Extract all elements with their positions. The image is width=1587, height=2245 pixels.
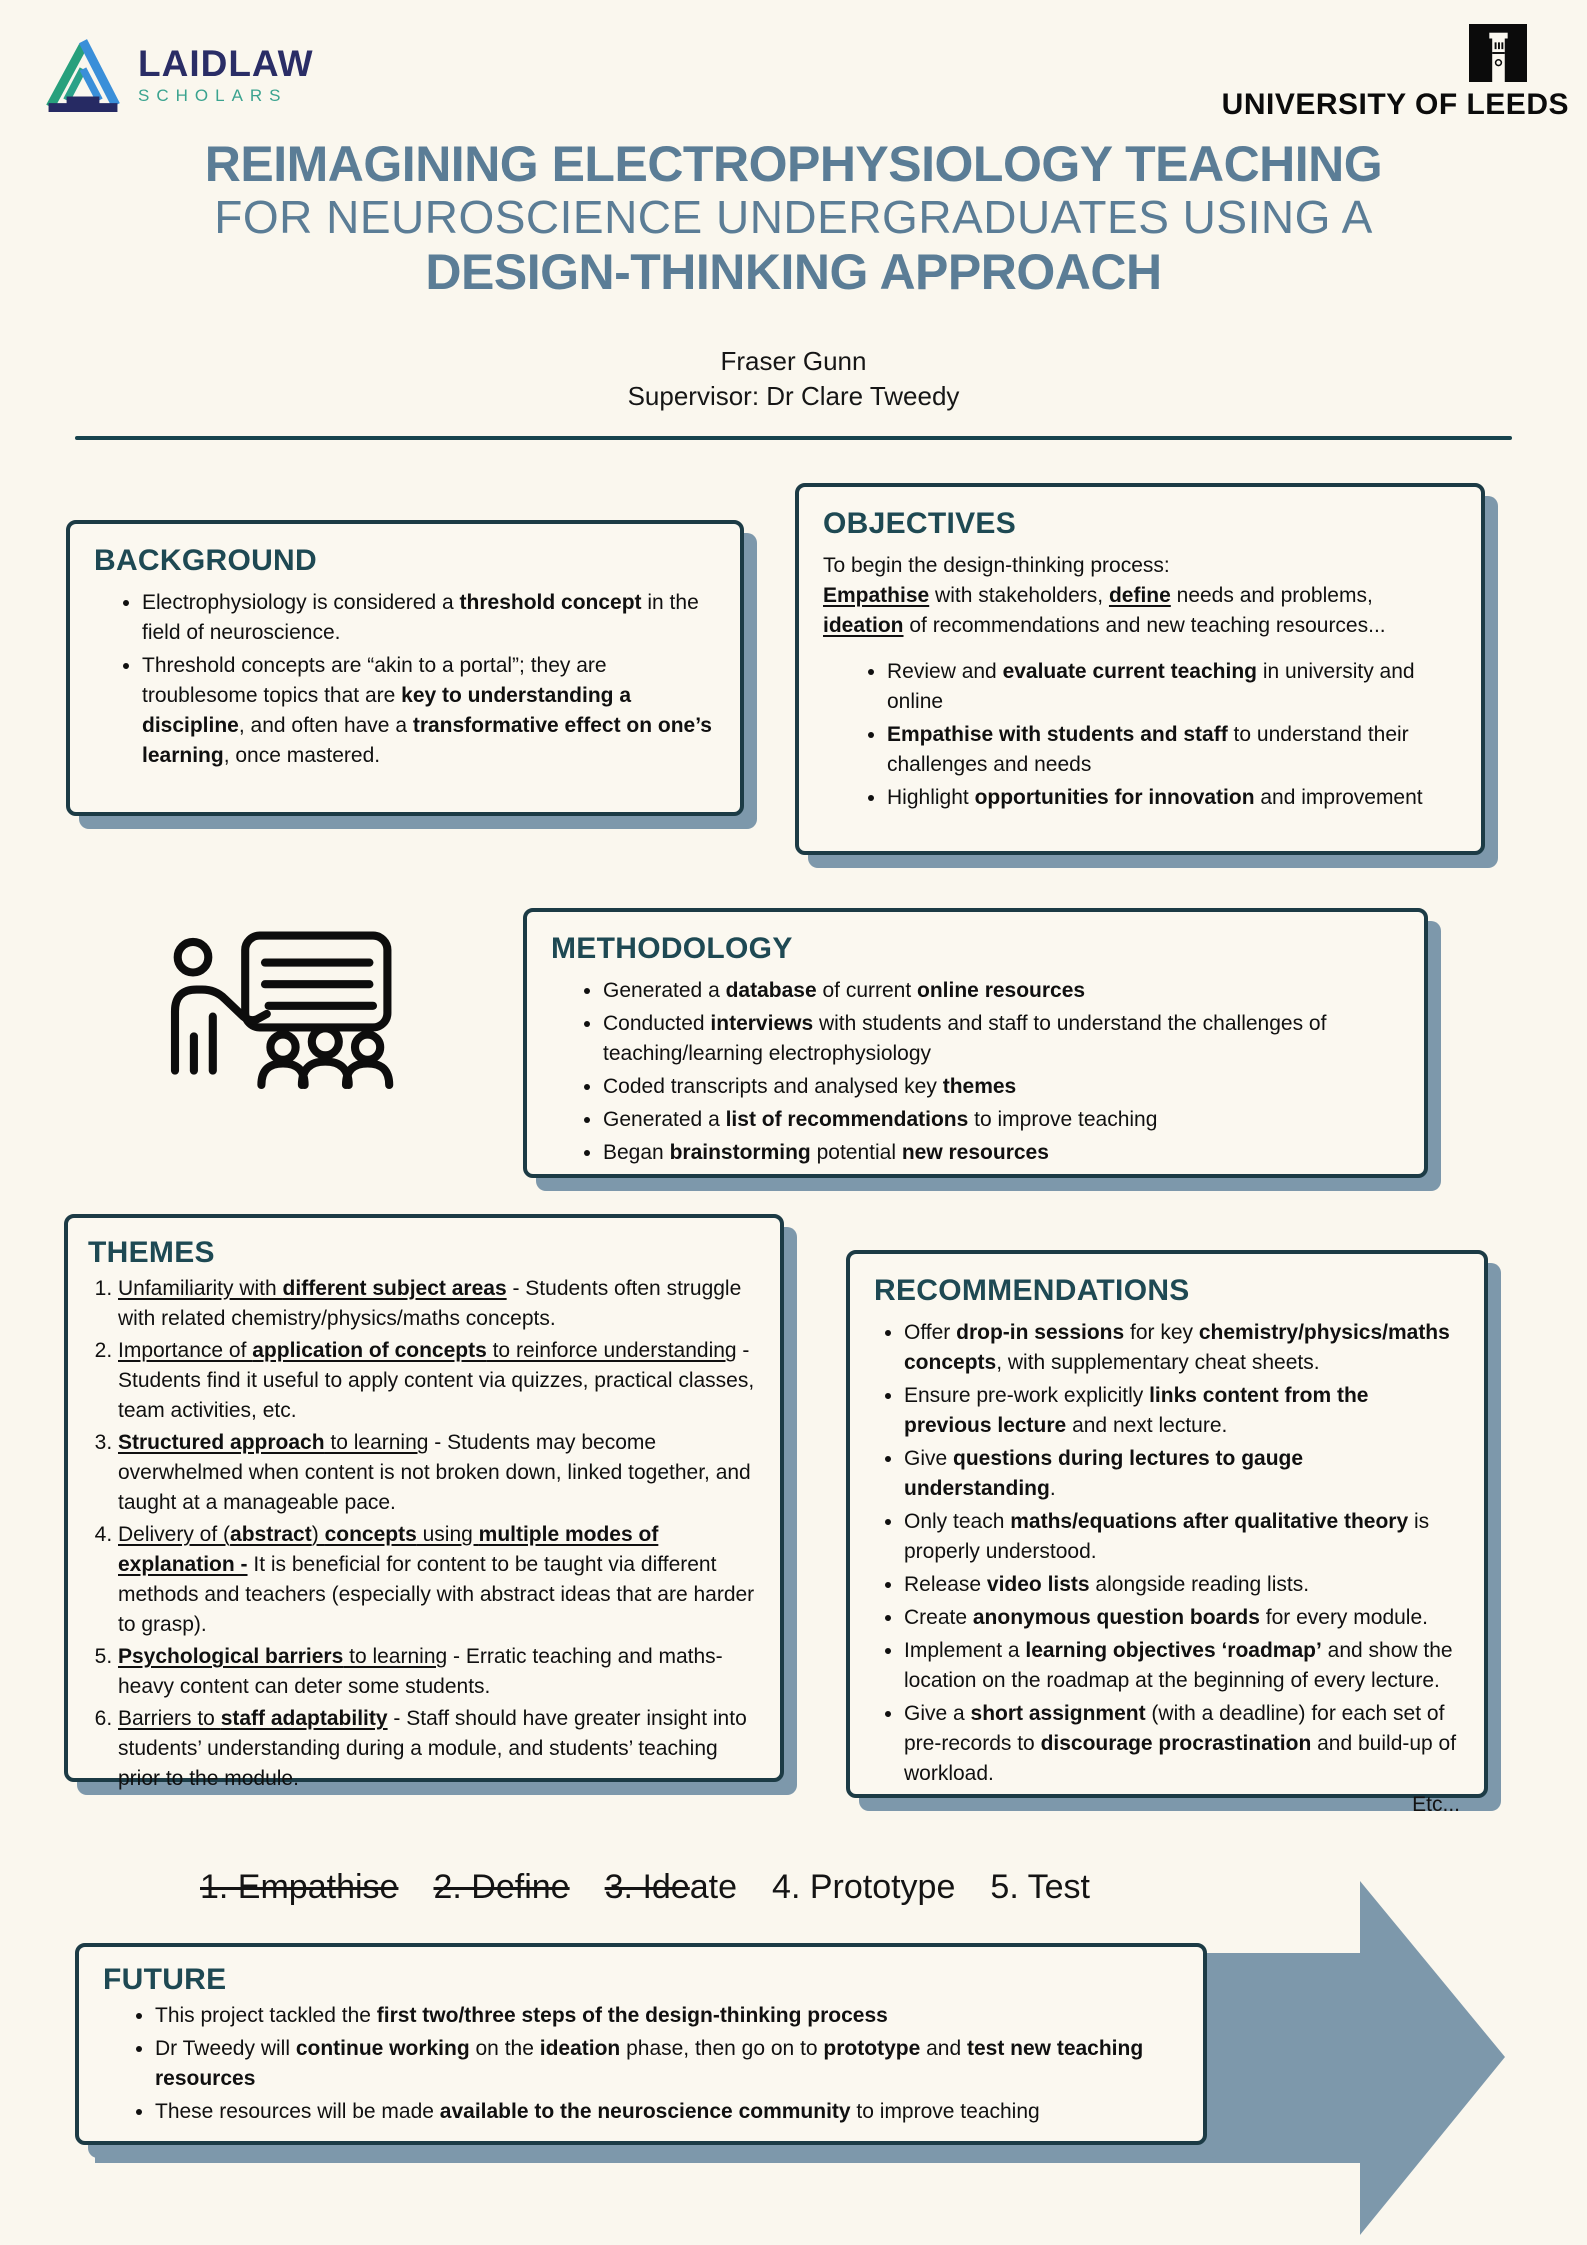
theme-item: 6. Barriers to staff adaptability - Staff should have greater insight into students’ understanding during a module, and students’ teaching prior to the module. (118, 1704, 760, 1794)
design-step: 4. Prototype (772, 1868, 956, 1906)
leeds-logo (1222, 24, 1569, 122)
background-bullet: • Threshold concepts are “akin to a portal”; they are troublesome topics that are key to understanding a discipline, and often have a transformative effect on one’s learning, once mastered. (142, 651, 716, 771)
design-step: 2. Define (433, 1868, 570, 1906)
recommendation-bullet: • Ensure pre-work explicitly links content from the previous lecture and next lecture. (904, 1381, 1460, 1441)
future-bullet: • Dr Tweedy will continue working on the ideation phase, then go on to prototype and test new teaching resources (155, 2034, 1179, 2094)
header-divider (75, 436, 1512, 440)
future-panel (75, 1943, 1207, 2145)
recommendations-heading: RECOMMENDATIONS (874, 1274, 1190, 1307)
recommendation-bullet: • Give questions during lectures to gauge understanding. (904, 1444, 1460, 1504)
design-step: 3. Ideate (604, 1868, 737, 1906)
theme-item: 3. Structured approach to learning - Students may become overwhelmed when content is not broken down, linked together, and taught at a manageable pace. (118, 1428, 760, 1518)
recommendations-panel (846, 1250, 1488, 1817)
theme-item: 4. Delivery of (abstract) concepts using multiple modes of explanation - It is beneficial for content to be taught via different methods and teachers (especially with abstract ideas that are harder to grasp). (118, 1520, 760, 1640)
methodology-heading: METHODOLOGY (551, 932, 793, 965)
laidlaw-subtitle: SCHOLARS (138, 85, 288, 105)
design-steps (200, 1868, 1090, 1907)
methodology-panel (523, 908, 1428, 1178)
methodology-bullet: • Coded transcripts and analysed key themes (603, 1072, 1400, 1102)
objectives-bullet: • Review and evaluate current teaching in university and online (887, 657, 1457, 717)
teacher-presentation-icon (148, 926, 400, 1118)
methodology-bullet-list (551, 976, 1400, 1168)
methodology-bullet: • Conducted interviews with students and staff to understand the challenges of teaching/learning electrophysiology (603, 1009, 1400, 1069)
themes-list (88, 1274, 760, 1794)
theme-item: 1. Unfamiliarity with different subject areas - Students often struggle with related chemistry/physics/maths concepts. (118, 1274, 760, 1334)
objectives-bullet-list (823, 657, 1457, 813)
background-panel (66, 520, 744, 816)
future-heading: FUTURE (103, 1963, 227, 1996)
objectives-bullet: • Highlight opportunities for innovation and improvement (887, 783, 1457, 813)
title-line-1: REIMAGINING ELECTROPHYSIOLOGY TEACHING (204, 136, 1383, 192)
recommendation-bullet: • Release video lists alongside reading lists. (904, 1570, 1460, 1600)
future-bullet: • These resources will be made available to the neuroscience community to improve teaching (155, 2097, 1179, 2127)
methodology-bullet: • Generated a list of recommendations to improve teaching (603, 1105, 1400, 1135)
methodology-bullet: • Began brainstorming potential new resources (603, 1138, 1400, 1168)
recommendation-bullet: • Only teach maths/equations after qualitative theory is properly understood. (904, 1507, 1460, 1567)
objectives-intro-2: Empathise with stakeholders, define needs and problems, ideation of recommendations and new teaching resources... (823, 584, 1386, 638)
recommendation-bullet: • Give a short assignment (with a deadline) for each set of pre-records to discourage procrastination and build-up of workload. (904, 1699, 1460, 1789)
recommendation-bullet: • Offer drop-in sessions for key chemistry/physics/maths concepts, with supplementary cheat sheets. (904, 1318, 1460, 1378)
design-step: 5. Test (990, 1868, 1090, 1906)
laidlaw-logo (42, 36, 314, 112)
background-bullet: • Electrophysiology is considered a threshold concept in the field of neuroscience. (142, 588, 716, 648)
author-name: Fraser Gunn (720, 346, 867, 376)
byline (0, 344, 1587, 414)
recommendations-etc-label: Etc... (1412, 1793, 1460, 1817)
theme-item: 2. Importance of application of concepts to reinforce understanding - Students find it useful to apply content via quizzes, practical classes, team activities, etc. (118, 1336, 760, 1426)
recommendation-bullet: • Create anonymous question boards for every module. (904, 1603, 1460, 1633)
objectives-heading: OBJECTIVES (823, 507, 1017, 540)
poster-title (0, 136, 1587, 300)
laidlaw-triangle-icon (42, 36, 124, 112)
recommendation-bullet: • Implement a learning objectives ‘roadmap’ and show the location on the roadmap at the beginning of every lecture. (904, 1636, 1460, 1696)
recommendations-bullet-list (874, 1318, 1460, 1789)
background-heading: BACKGROUND (94, 544, 317, 577)
design-step: 1. Empathise (200, 1868, 399, 1906)
objectives-intro-1: To begin the design-thinking process: (823, 554, 1170, 577)
supervisor-name: Supervisor: Dr Clare Tweedy (627, 381, 960, 412)
title-line-2: FOR NEUROSCIENCE UNDERGRADUATES USING A (214, 191, 1373, 243)
methodology-bullet: • Generated a database of current online resources (603, 976, 1400, 1006)
future-bullet-list (103, 2001, 1179, 2127)
leeds-wordmark: UNIVERSITY OF LEEDS (1221, 88, 1569, 121)
laidlaw-wordmark: LAIDLAW (138, 42, 314, 84)
objectives-panel (795, 483, 1485, 855)
objectives-bullet: • Empathise with students and staff to understand their challenges and needs (887, 720, 1457, 780)
title-line-3: DESIGN-THINKING APPROACH (425, 243, 1162, 300)
themes-heading: THEMES (88, 1236, 215, 1269)
background-bullet-list (94, 588, 716, 771)
future-bullet: • This project tackled the first two/three steps of the design-thinking process (155, 2001, 1179, 2031)
themes-panel (64, 1214, 784, 1791)
theme-item: 5. Psychological barriers to learning - Erratic teaching and maths-heavy content can deter some students. (118, 1642, 760, 1702)
leeds-tower-icon (1469, 24, 1527, 82)
